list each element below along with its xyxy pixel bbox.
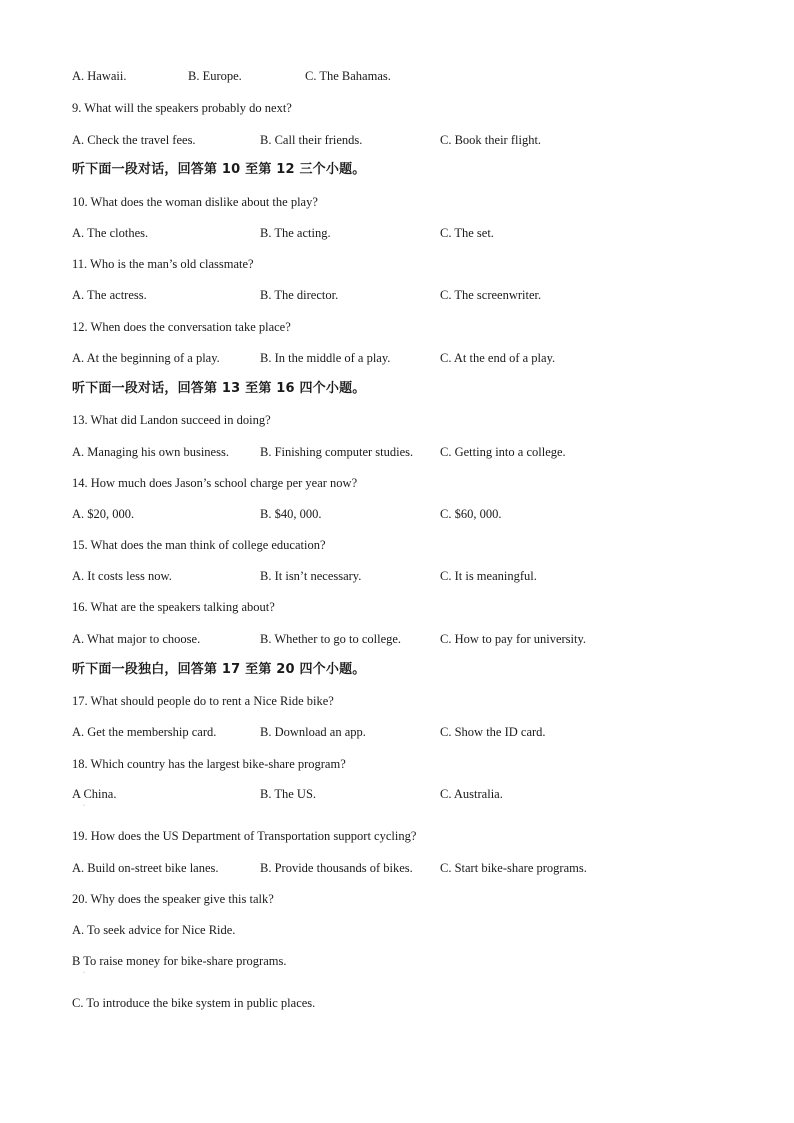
question-text: 20. Why does the speaker give this talk? — [72, 892, 274, 906]
answer-option-a: A. At the beginning of a play. — [72, 351, 220, 365]
answer-option-c: C. Show the ID card. — [440, 725, 546, 739]
answer-option-c: C. At the end of a play. — [440, 351, 556, 365]
answer-option-c: C. Australia. — [440, 787, 503, 801]
question-text: 19. How does the US Department of Transportation support cycling? — [72, 829, 417, 843]
answer-option-a: A. The actress. — [72, 288, 147, 302]
section-heading: 听下面一段对话，回答第 10 至第 12 三个小题。 — [72, 162, 366, 177]
question-text: B To raise money for bike-share programs. — [72, 954, 287, 968]
question-text: 14. How much does Jason’s school charge per year now? — [72, 476, 358, 490]
answer-option-b: B. Provide thousands of bikes. — [260, 861, 413, 875]
question-text: 11. Who is the man’s old classmate? — [72, 257, 254, 271]
answer-option-c: C. The set. — [440, 226, 494, 240]
answer-option-a: A. Check the travel fees. — [72, 133, 196, 147]
answer-option-c: C. The Bahamas. — [305, 69, 391, 83]
answer-option-a: A. Build on-street bike lanes. — [72, 861, 219, 875]
question-text: 16. What are the speakers talking about? — [72, 600, 275, 614]
section-heading: 听下面一段对话，回答第 13 至第 16 四个小题。 — [72, 381, 366, 396]
answer-option-b: B. Whether to go to college. — [260, 632, 402, 646]
answer-option-b: B. Europe. — [188, 69, 242, 83]
section-heading: 听下面一段独白，回答第 17 至第 20 四个小题。 — [72, 662, 366, 677]
answer-option-a: A. Hawaii. — [72, 69, 127, 83]
stray-dot-mark: · — [83, 970, 85, 976]
answer-option-a: A China. — [72, 787, 117, 801]
answer-option-c: C. Start bike-share programs. — [440, 861, 587, 875]
answer-option-b: B. Download an app. — [260, 725, 366, 739]
question-text: 10. What does the woman dislike about the play? — [72, 195, 318, 209]
answer-option-b: B. In the middle of a play. — [260, 351, 391, 365]
answer-option-c: C. Getting into a college. — [440, 445, 566, 459]
answer-option-b: B. The director. — [260, 288, 339, 302]
answer-option-a: A. Get the membership card. — [72, 725, 217, 739]
stray-dot-mark: · — [83, 803, 85, 809]
answer-option-c: C. The screenwriter. — [440, 288, 542, 302]
question-text: 17. What should people do to rent a Nice Ride bike? — [72, 694, 334, 708]
answer-option-a: A. It costs less now. — [72, 569, 172, 583]
answer-option-c: C. Book their flight. — [440, 133, 542, 147]
answer-option-a: A. The clothes. — [72, 226, 149, 240]
answer-option-b: B. The acting. — [260, 226, 331, 240]
answer-option-c: C. $60, 000. — [440, 507, 502, 521]
question-text: A. To seek advice for Nice Ride. — [72, 923, 236, 937]
question-text: 18. Which country has the largest bike-share program? — [72, 757, 346, 771]
answer-option-a: A. $20, 000. — [72, 507, 135, 521]
question-text: 15. What does the man think of college education? — [72, 538, 326, 552]
answer-option-b: B. $40, 000. — [260, 507, 322, 521]
question-text: C. To introduce the bike system in public places. — [72, 996, 316, 1010]
question-text: 13. What did Landon succeed in doing? — [72, 413, 271, 427]
answer-option-c: C. It is meaningful. — [440, 569, 537, 583]
answer-option-b: B. Call their friends. — [260, 133, 363, 147]
question-text: 9. What will the speakers probably do next? — [72, 101, 292, 115]
answer-option-c: C. How to pay for university. — [440, 632, 587, 646]
answer-option-b: B. Finishing computer studies. — [260, 445, 414, 459]
answer-option-a: A. What major to choose. — [72, 632, 201, 646]
answer-option-b: B. The US. — [260, 787, 317, 801]
answer-option-b: B. It isn’t necessary. — [260, 569, 362, 583]
question-text: 12. When does the conversation take place? — [72, 320, 291, 334]
answer-option-a: A. Managing his own business. — [72, 445, 229, 459]
